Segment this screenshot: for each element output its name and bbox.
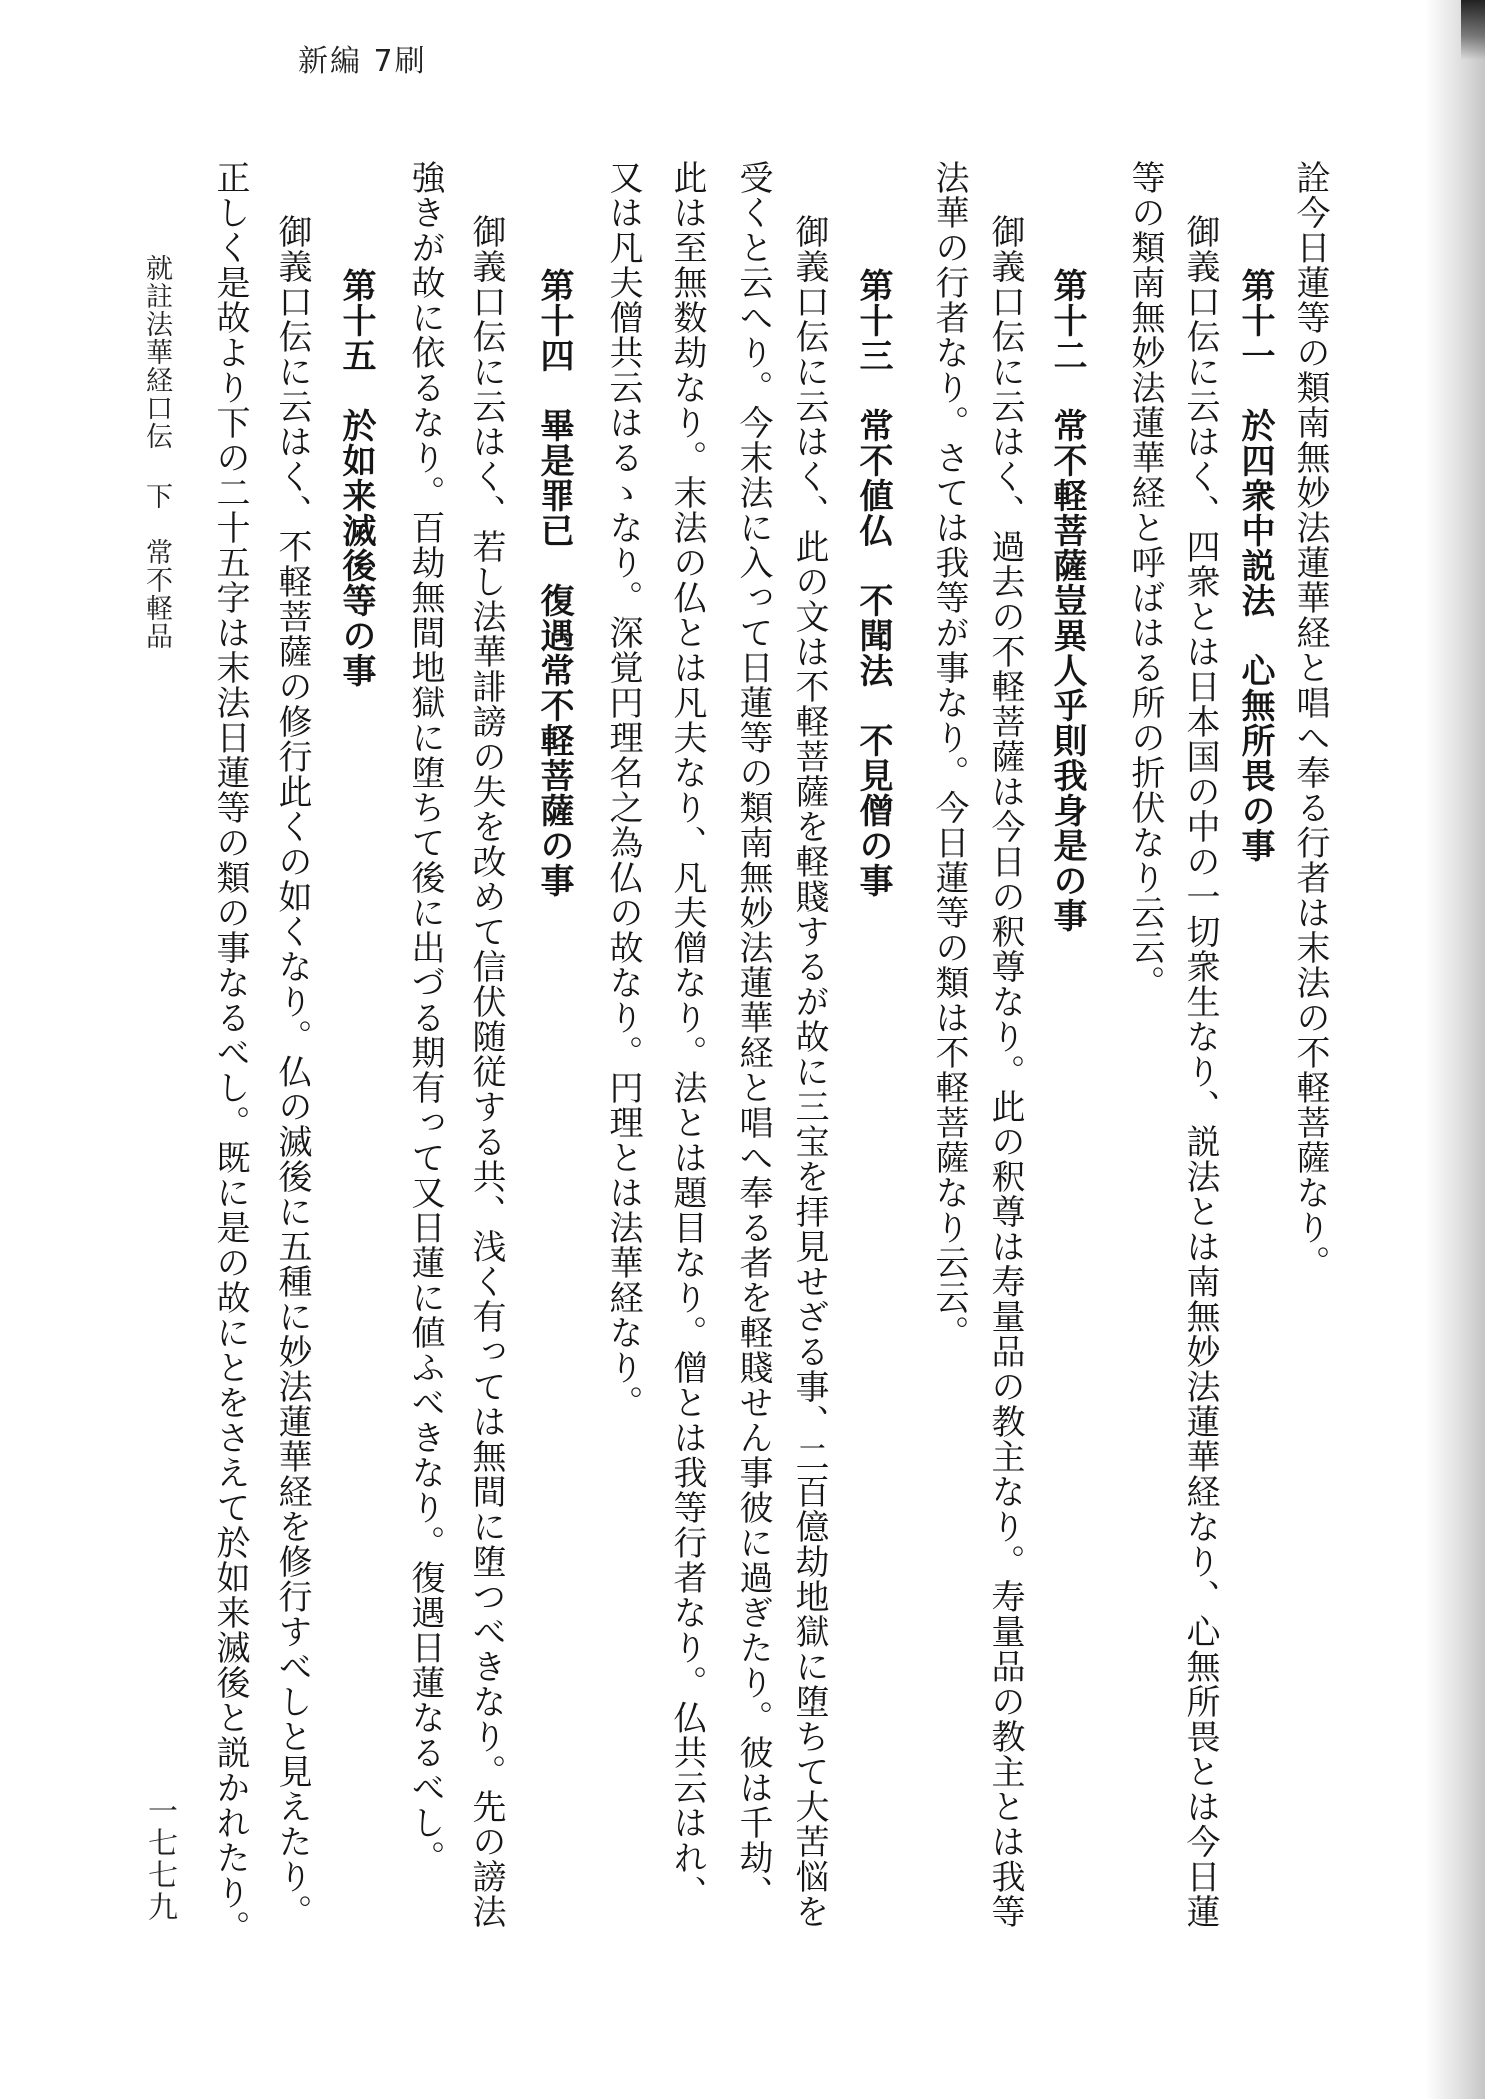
text-column-14: 御義口伝に云はく、若し法華誹謗の失を改めて信伏随従する共、浅く有っては無間に堕つべきなり。先の謗法 [466, 214, 506, 1929]
text-column-12: 又は凡夫僧共云はるゝなり。深覚円理名之為仏の故なり。円理とは法華経なり。 [603, 160, 643, 1420]
text-column-11: 此は至無数劫なり。末法の仏とは凡夫なり、凡夫僧なり。法とは題目なり。僧とは我等行者なり。仏共云はれ、 [667, 160, 707, 1910]
section-heading-11: 第十一 於四衆中説法 心無所畏の事 [1235, 268, 1275, 863]
page-number: 一七七九 [142, 1795, 177, 1923]
edition-label: 新編 7刷 [298, 44, 427, 79]
page-corner-shadow [1461, 0, 1485, 60]
section-heading-13: 第十三 常不値仏 不聞法 不見僧の事 [853, 268, 893, 898]
text-column-17: 御義口伝に云はく、不軽菩薩の修行此くの如くなり。仏の滅後に五種に妙法蓮華経を修行すべしと見えたり。 [272, 214, 312, 1929]
text-column-10: 受くと云へり。今末法に入って日蓮等の類南無妙法蓮華経と唱へ奉る者を軽賤せん事彼に過ぎたり。彼は千劫、 [733, 160, 773, 1910]
text-column-18: 正しく是故より下の二十五字は末法日蓮等の類の事なるべし。既に是の故にとをさえて於如来滅後と説かれたり。 [210, 160, 250, 1945]
text-column-15: 強きが故に依るなり。百劫無間地獄に堕ちて後に出づる期有って又日蓮に値ふべきなり。復遇日蓮なるべし。 [405, 160, 445, 1875]
text-column-1: 詮今日蓮等の類南無妙法蓮華経と唱へ奉る行者は末法の不軽菩薩なり。 [1290, 160, 1330, 1280]
text-column-7: 法華の行者なり。さては我等が事なり。今日蓮等の類は不軽菩薩なり云云。 [929, 160, 969, 1350]
text-column-4: 等の類南無妙法蓮華経と呼ばはる所の折伏なり云云。 [1125, 160, 1165, 1000]
binding-shadow [1425, 0, 1485, 2099]
text-column-3: 御義口伝に云はく、四衆とは日本国の中の一切衆生なり、説法とは南無妙法蓮華経なり、心無所畏とは今日蓮 [1180, 214, 1220, 1929]
text-column-6: 御義口伝に云はく、過去の不軽菩薩は今日の釈尊なり。此の釈尊は寿量品の教主なり。寿量品の教主とは我等 [985, 214, 1025, 1929]
section-heading-15: 第十五 於如来滅後等の事 [336, 268, 376, 688]
text-column-9: 御義口伝に云はく、此の文は不軽菩薩を軽賤するが故に三宝を拝見せざる事、二百億劫地獄に堕ちて大苦悩を [789, 214, 829, 1929]
section-heading-12: 第十二 常不軽菩薩豈異人乎則我身是の事 [1047, 268, 1087, 933]
running-title: 就註法華経口伝 下 常不軽品 [141, 254, 172, 650]
section-heading-14: 第十四 畢是罪已 復遇常不軽菩薩の事 [534, 268, 574, 898]
